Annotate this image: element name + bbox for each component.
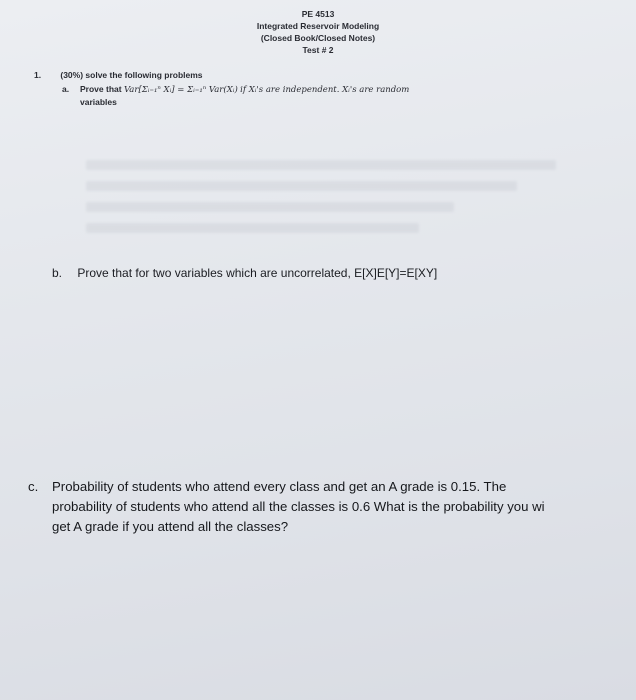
question-1a-condition: if Xᵢ's are independent. Xᵢ's are random [240,85,410,95]
bleed-through-text [86,160,576,250]
question-1b-text: Prove that for two variables which are uncorrelated, E[X]E[Y]=E[XY] [77,266,438,280]
question-1b-letter: b. [52,266,63,280]
question-1c-line-1: Probability of students who attend every class and get an A grade is 0.15. The [52,479,507,494]
question-1a-formula: Var[Σᵢ₌₁ⁿ Xᵢ] = Σᵢ₌₁ⁿ Var(Xᵢ) [123,85,238,95]
question-1a-prefix: Prove that [80,84,122,94]
question-1a-line2: variables [80,97,117,107]
question-1-title: (30%) solve the following problems [60,70,203,80]
course-title: Integrated Reservoir Modeling [256,21,380,31]
question-1c-line-2: probability of students who attend all the classes is 0.6 What is the probability you wi [52,499,545,514]
question-1-heading [34,70,203,80]
question-1c-line-3: get A grade if you attend all the classes? [52,519,289,534]
test-number: Test # 2 [302,45,334,55]
question-1c-letter: c. [28,479,39,494]
course-code: PE 4513 [301,9,335,19]
question-1a-letter: a. [62,84,70,94]
question-1b [52,266,437,280]
book-note: (Closed Book/Closed Notes) [260,33,376,43]
question-1a [62,83,600,108]
exam-header [0,8,636,56]
question-1-number: 1. [34,70,42,80]
